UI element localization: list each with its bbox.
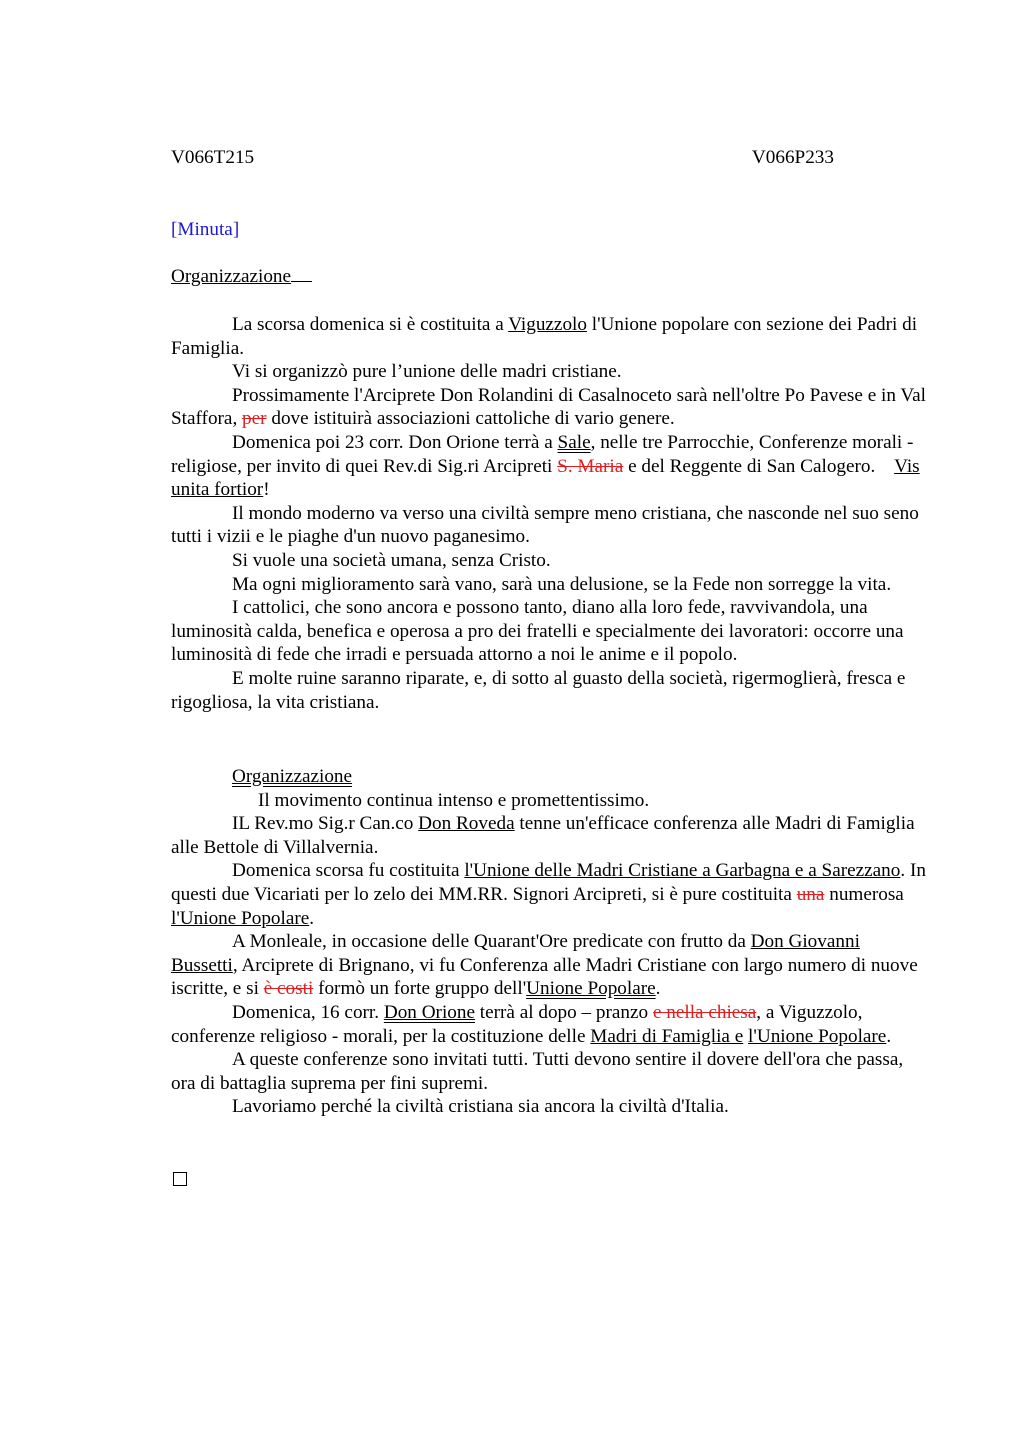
underlined-name: Don Orione <box>383 1001 475 1023</box>
text-run: ! <box>263 479 270 501</box>
text-run: La scorsa domenica si è costituita a <box>232 314 509 335</box>
text-run: e del Reggente di San Calogero. <box>623 455 895 477</box>
deleted-text: per <box>242 408 267 430</box>
underlined-phrase: Unione Popolare <box>526 978 656 1000</box>
paragraph: I cattolici, che sono ancora e possono tanto, diano alla loro fede, ravvivandola, una luminosità calda, benefica e operosa a pro dei fratelli e specialmente dei lavoratori: occorre una luminosità di fede che irradi e persuada attorno a noi le anime e il popolo. <box>171 597 904 666</box>
section-title-1 <box>171 265 312 289</box>
section-title-2-text: Organizzazione <box>232 766 353 787</box>
paragraph <box>171 431 928 502</box>
text-run: A Monleale, in occasione delle Quarant'Ore predicate con frutto da <box>232 931 751 953</box>
deleted-text: una <box>796 883 825 905</box>
underlined-phrase: l'Unione delle Madri Cristiane a Garbagna e a Sarezzano <box>464 860 901 882</box>
paragraph: Si vuole una società umana, senza Cristo. <box>232 549 551 571</box>
text-run: . <box>886 1025 892 1047</box>
paragraph: Vi si organizzò pure l’unione delle madri cristiane. <box>232 361 622 383</box>
empty-checkbox-glyph <box>173 1172 187 1186</box>
deleted-text: S. Maria <box>557 455 624 477</box>
paragraph: Lavoriamo perché la civiltà cristiana sia ancora la civiltà d'Italia. <box>232 1096 729 1118</box>
deleted-text: è costi <box>263 978 314 1000</box>
paragraph <box>171 313 928 360</box>
text-run: tenne un'efficace conferenza alle Madri di Famiglia alle Bettole di Villalvernia. <box>171 813 915 858</box>
paragraph <box>171 384 928 431</box>
paragraph <box>171 859 928 930</box>
document-code-right: V066P233 <box>751 147 834 168</box>
text-run: Prossimamente l'Arciprete Don Rolandini di Casalnoceto sarà nell'oltre Po Pavese e in Val Staffora, <box>171 384 926 430</box>
section-title-2 <box>171 765 928 789</box>
text-run: Domenica, 16 corr. <box>232 1001 384 1023</box>
document-code-left: V066T215 <box>171 147 255 168</box>
section-2-body <box>171 765 928 1119</box>
paragraph: Ma ogni miglioramento sarà vano, sarà una delusione, se la Fede non sorregge la vita. <box>232 573 892 595</box>
underlined-place-viguzzolo: Viguzzolo <box>508 314 587 335</box>
underlined-phrase: Madri di Famiglia e <box>590 1025 744 1047</box>
text-run: Domenica scorsa fu costituita <box>232 860 465 882</box>
page-header <box>171 146 834 170</box>
text-run: . In questi due Vicariati per lo zelo dei MM.RR. Signori Arcipreti, si è pure costituita <box>171 860 926 905</box>
text-run: formò un forte gruppo dell' <box>313 978 527 1000</box>
underlined-phrase: l'Unione Popolare <box>171 907 310 929</box>
section-title-1-text: Organizzazione <box>171 266 292 287</box>
text-run: , Arciprete di Brignano, vi fu Conferenza alle Madri Cristiane con largo numero di nuove iscritte, e si <box>171 954 918 1000</box>
paragraph: Il movimento continua intenso e promettentissimo. <box>258 789 650 811</box>
underlined-name: Don Giovanni Bussetti <box>171 931 860 976</box>
paragraph <box>171 1001 928 1048</box>
text-run: dove istituirà associazioni cattoliche di vario genere. <box>266 408 675 430</box>
underlined-place-sale: Sale <box>557 431 591 453</box>
text-run: , nelle tre Parrocchie, Conferenze morali - religiose, per invito di quei Rev.di Sig.ri Arcipreti <box>171 431 914 477</box>
text-run: l'Unione popolare con sezione dei Padri di Famiglia. <box>171 314 918 359</box>
paragraph: E molte ruine saranno riparate, e, di sotto al guasto della società, rigermoglierà, fresca e rigogliosa, la vita cristiana. <box>171 667 906 713</box>
section-1-body <box>171 313 928 714</box>
paragraph: A queste conferenze sono invitati tutti. Tutti devono sentire il dovere dell'ora che passa, ora di battaglia suprema per fini supremi. <box>171 1049 904 1094</box>
draft-label: [Minuta] <box>171 219 240 240</box>
text-run: terrà al dopo – pranzo <box>474 1001 653 1023</box>
text-run: . <box>655 978 661 1000</box>
underlined-motto: Vis unita fortior <box>171 455 920 501</box>
text-run: numerosa <box>824 883 904 905</box>
paragraph <box>171 930 928 1001</box>
title-underline-pad <box>291 280 312 282</box>
text-run: Domenica poi 23 corr. Don Orione terrà a <box>232 431 558 453</box>
paragraph <box>171 812 928 859</box>
text-run: , a Viguzzolo, conferenze religioso - morali, per la costituzione delle <box>171 1001 863 1047</box>
underlined-phrase: l'Unione Popolare <box>748 1025 887 1047</box>
text-run: . <box>309 907 315 929</box>
underlined-name: Don Roveda <box>418 813 515 835</box>
text-run: IL Rev.mo Sig.r Can.co <box>232 813 419 835</box>
paragraph: Il mondo moderno va verso una civiltà sempre meno cristiana, che nasconde nel suo seno tutti i vizii e le piaghe d'un nuovo paganesimo. <box>171 502 919 548</box>
deleted-text: e nella chiesa <box>652 1001 757 1023</box>
